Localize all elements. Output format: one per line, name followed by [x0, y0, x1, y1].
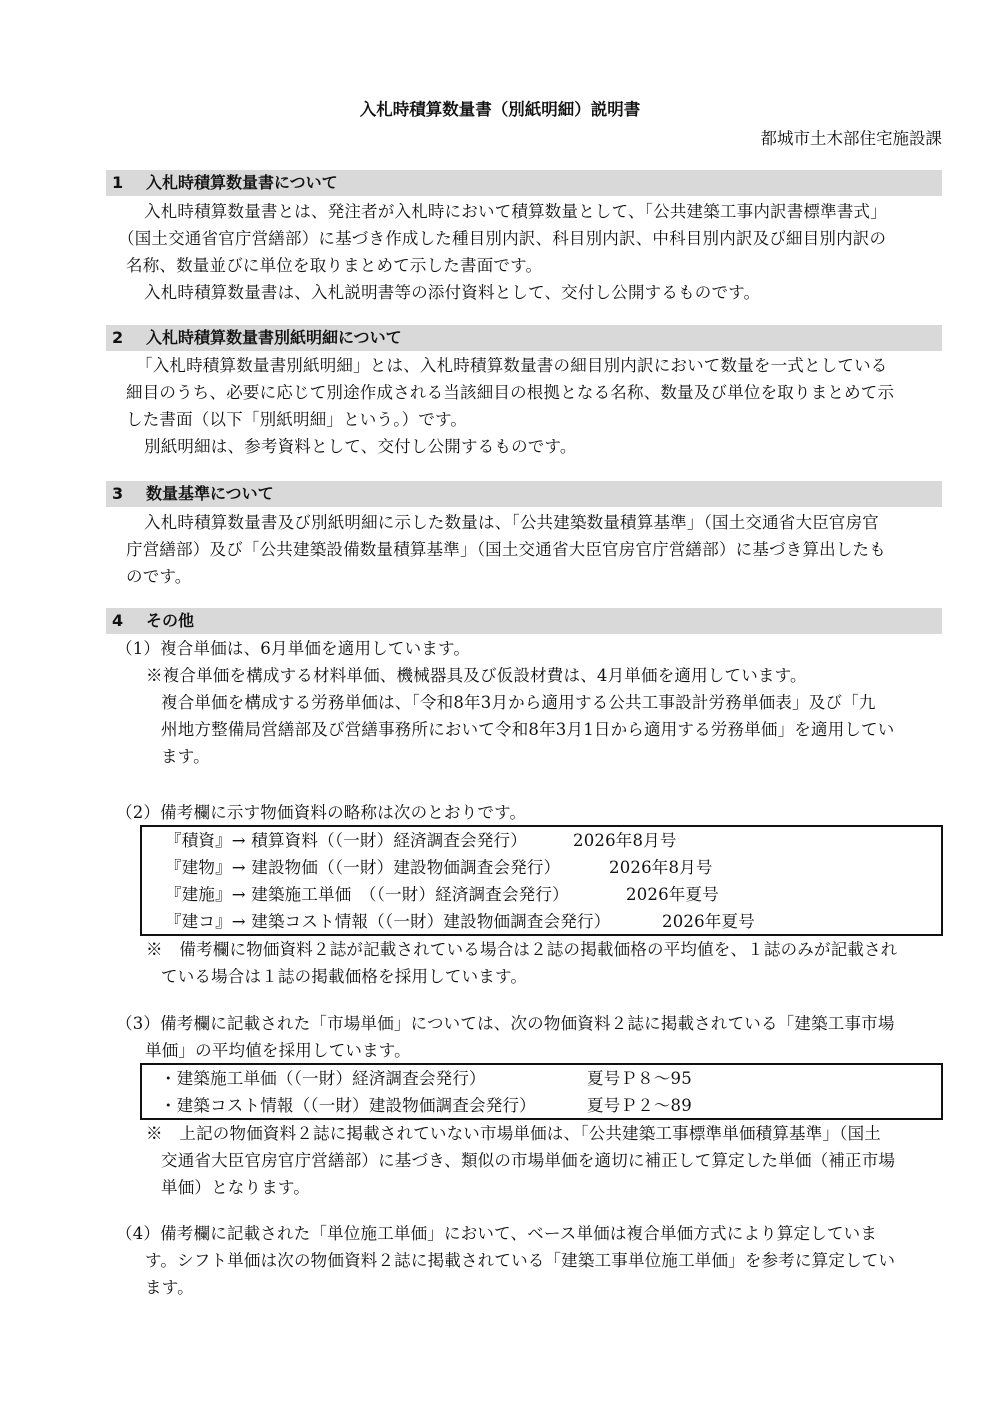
- section-3-line-3: のです。: [126, 567, 192, 586]
- item-2-intro: （2）備考欄に示す物価資料の略称は次のとおりです。: [116, 803, 527, 822]
- section-2-line-4: 別紙明細は、参考資料として、交付し公開するものです。: [144, 437, 577, 456]
- section-title: 入札時積算数量書別紙明細について: [146, 328, 402, 347]
- price-source-issue: 2026年夏号: [662, 912, 755, 931]
- section-1-heading: [112, 170, 338, 196]
- item-3-intro-line-2: 単価」の平均値を採用しています。: [145, 1041, 411, 1060]
- section-title: 入札時積算数量書について: [146, 173, 338, 192]
- section-number: 3: [112, 484, 124, 503]
- section-1-line-2: （国土交通省官庁営繕部）に基づき作成した種目別内訳、科目別内訳、中科目別内訳及び細目別内訳の: [118, 229, 887, 248]
- item-4-line-3: ます。: [145, 1278, 194, 1297]
- price-source-issue: 2026年8月号: [609, 858, 713, 877]
- item-3-note-line-1: ※ 上記の物価資料２誌に掲載されていない市場単価は、「公共建築工事標準単価積算基準」（国土: [146, 1124, 881, 1143]
- market-price-pages: 夏号Ｐ８～95: [587, 1069, 692, 1088]
- item-1-line-5: ます。: [161, 747, 210, 766]
- item-3-intro-line-1: （3）備考欄に記載された「市場単価」については、次の物価資料２誌に掲載されている「建築工事市場: [116, 1014, 895, 1033]
- section-3-heading: [112, 481, 274, 507]
- section-1-line-4: 入札時積算数量書は、入札説明書等の添付資料として、交付し公開するものです。: [144, 283, 761, 302]
- section-number: 1: [112, 173, 124, 192]
- section-2-heading: [112, 325, 402, 351]
- item-1-line-4: 州地方整備局営繕部及び営繕事務所において令和8年3月1日から適用する労務単価」を適用してい: [161, 720, 895, 739]
- section-2-line-2: 細目のうち、必要に応じて別途作成される当該細目の根拠となる名称、数量及び単位を取りまとめて示: [126, 383, 895, 402]
- item-3-note-line-3: 単価）となります。: [161, 1178, 310, 1197]
- section-1-line-3: 名称、数量並びに単位を取りまとめて示した書面です。: [126, 256, 543, 275]
- price-source-issue: 2026年8月号: [573, 831, 677, 850]
- item-4-line-1: （4）備考欄に記載された「単位施工単価」において、ベース単価は複合単価方式により算定していま: [116, 1224, 878, 1243]
- price-source-abbr: 『建施』→ 建築施工単価 （（一財）経済調査会発行）: [165, 885, 569, 904]
- section-3-line-2: 庁営繕部）及び「公共建築設備数量積算基準」（国土交通省大臣官房官庁営繕部）に基づき算出したも: [126, 540, 886, 559]
- market-price-source: ・建築施工単価（（一財）経済調査会発行）: [160, 1069, 486, 1088]
- item-2-note-line-2: ている場合は１誌の掲載価格を採用しています。: [161, 967, 528, 986]
- price-source-abbr: 『積資』→ 積算資料（（一財）経済調査会発行）: [165, 831, 527, 850]
- document-title: 入札時積算数量書（別紙明細）説明書: [359, 100, 641, 119]
- item-1-line-3: 複合単価を構成する労務単価は、「令和8年3月から適用する公共工事設計労務単価表」及び「九: [161, 693, 876, 712]
- section-2-line-3: した書面（以下「別紙明細」という。）です。: [126, 410, 468, 429]
- section-3-line-1: 入札時積算数量書及び別紙明細に示した数量は、「公共建築数量積算基準」（国土交通省大臣官房官: [144, 513, 879, 532]
- item-2-note-line-1: ※ 備考欄に物価資料２誌が記載されている場合は２誌の掲載価格の平均値を、１誌のみが記載され: [146, 940, 898, 959]
- section-title: 数量基準について: [146, 484, 274, 503]
- item-1-line-1: （1）複合単価は、6月単価を適用しています。: [116, 639, 471, 658]
- section-number: 2: [112, 328, 124, 347]
- price-source-issue: 2026年夏号: [626, 885, 719, 904]
- item-3-note-line-2: 交通省大臣官房官庁営繕部）に基づき、類似の市場単価を適切に補正して算定した単価（補正市場: [161, 1151, 896, 1170]
- section-title: その他: [146, 611, 195, 630]
- section-4-heading: [112, 608, 194, 634]
- section-number: 4: [112, 611, 124, 630]
- price-source-abbr: 『建コ』→ 建築コスト情報（（一財）建設物価調査会発行）: [165, 912, 611, 931]
- department-name: 都城市土木部住宅施設課: [760, 129, 942, 148]
- item-1-line-2: ※複合単価を構成する材料単価、機械器具及び仮設材費は、4月単価を適用しています。: [146, 666, 807, 685]
- market-price-source: ・建築コスト情報（（一財）建設物価調査会発行）: [160, 1096, 536, 1115]
- price-source-abbr: 『建物』→ 建設物価（（一財）建設物価調査会発行）: [165, 858, 561, 877]
- section-2-line-1: 「入札時積算数量書別紙明細」とは、入札時積算数量書の細目別内訳において数量を一式としている: [136, 356, 888, 375]
- section-1-line-1: 入札時積算数量書とは、発注者が入札時において積算数量として、「公共建築工事内訳書標準書式」: [144, 202, 887, 221]
- market-price-pages: 夏号Ｐ２～89: [587, 1096, 692, 1115]
- section-4-bar: [106, 608, 942, 634]
- item-4-line-2: す。シフト単価は次の物価資料２誌に掲載されている「建築工事単位施工単価」を参考に算定してい: [145, 1251, 896, 1270]
